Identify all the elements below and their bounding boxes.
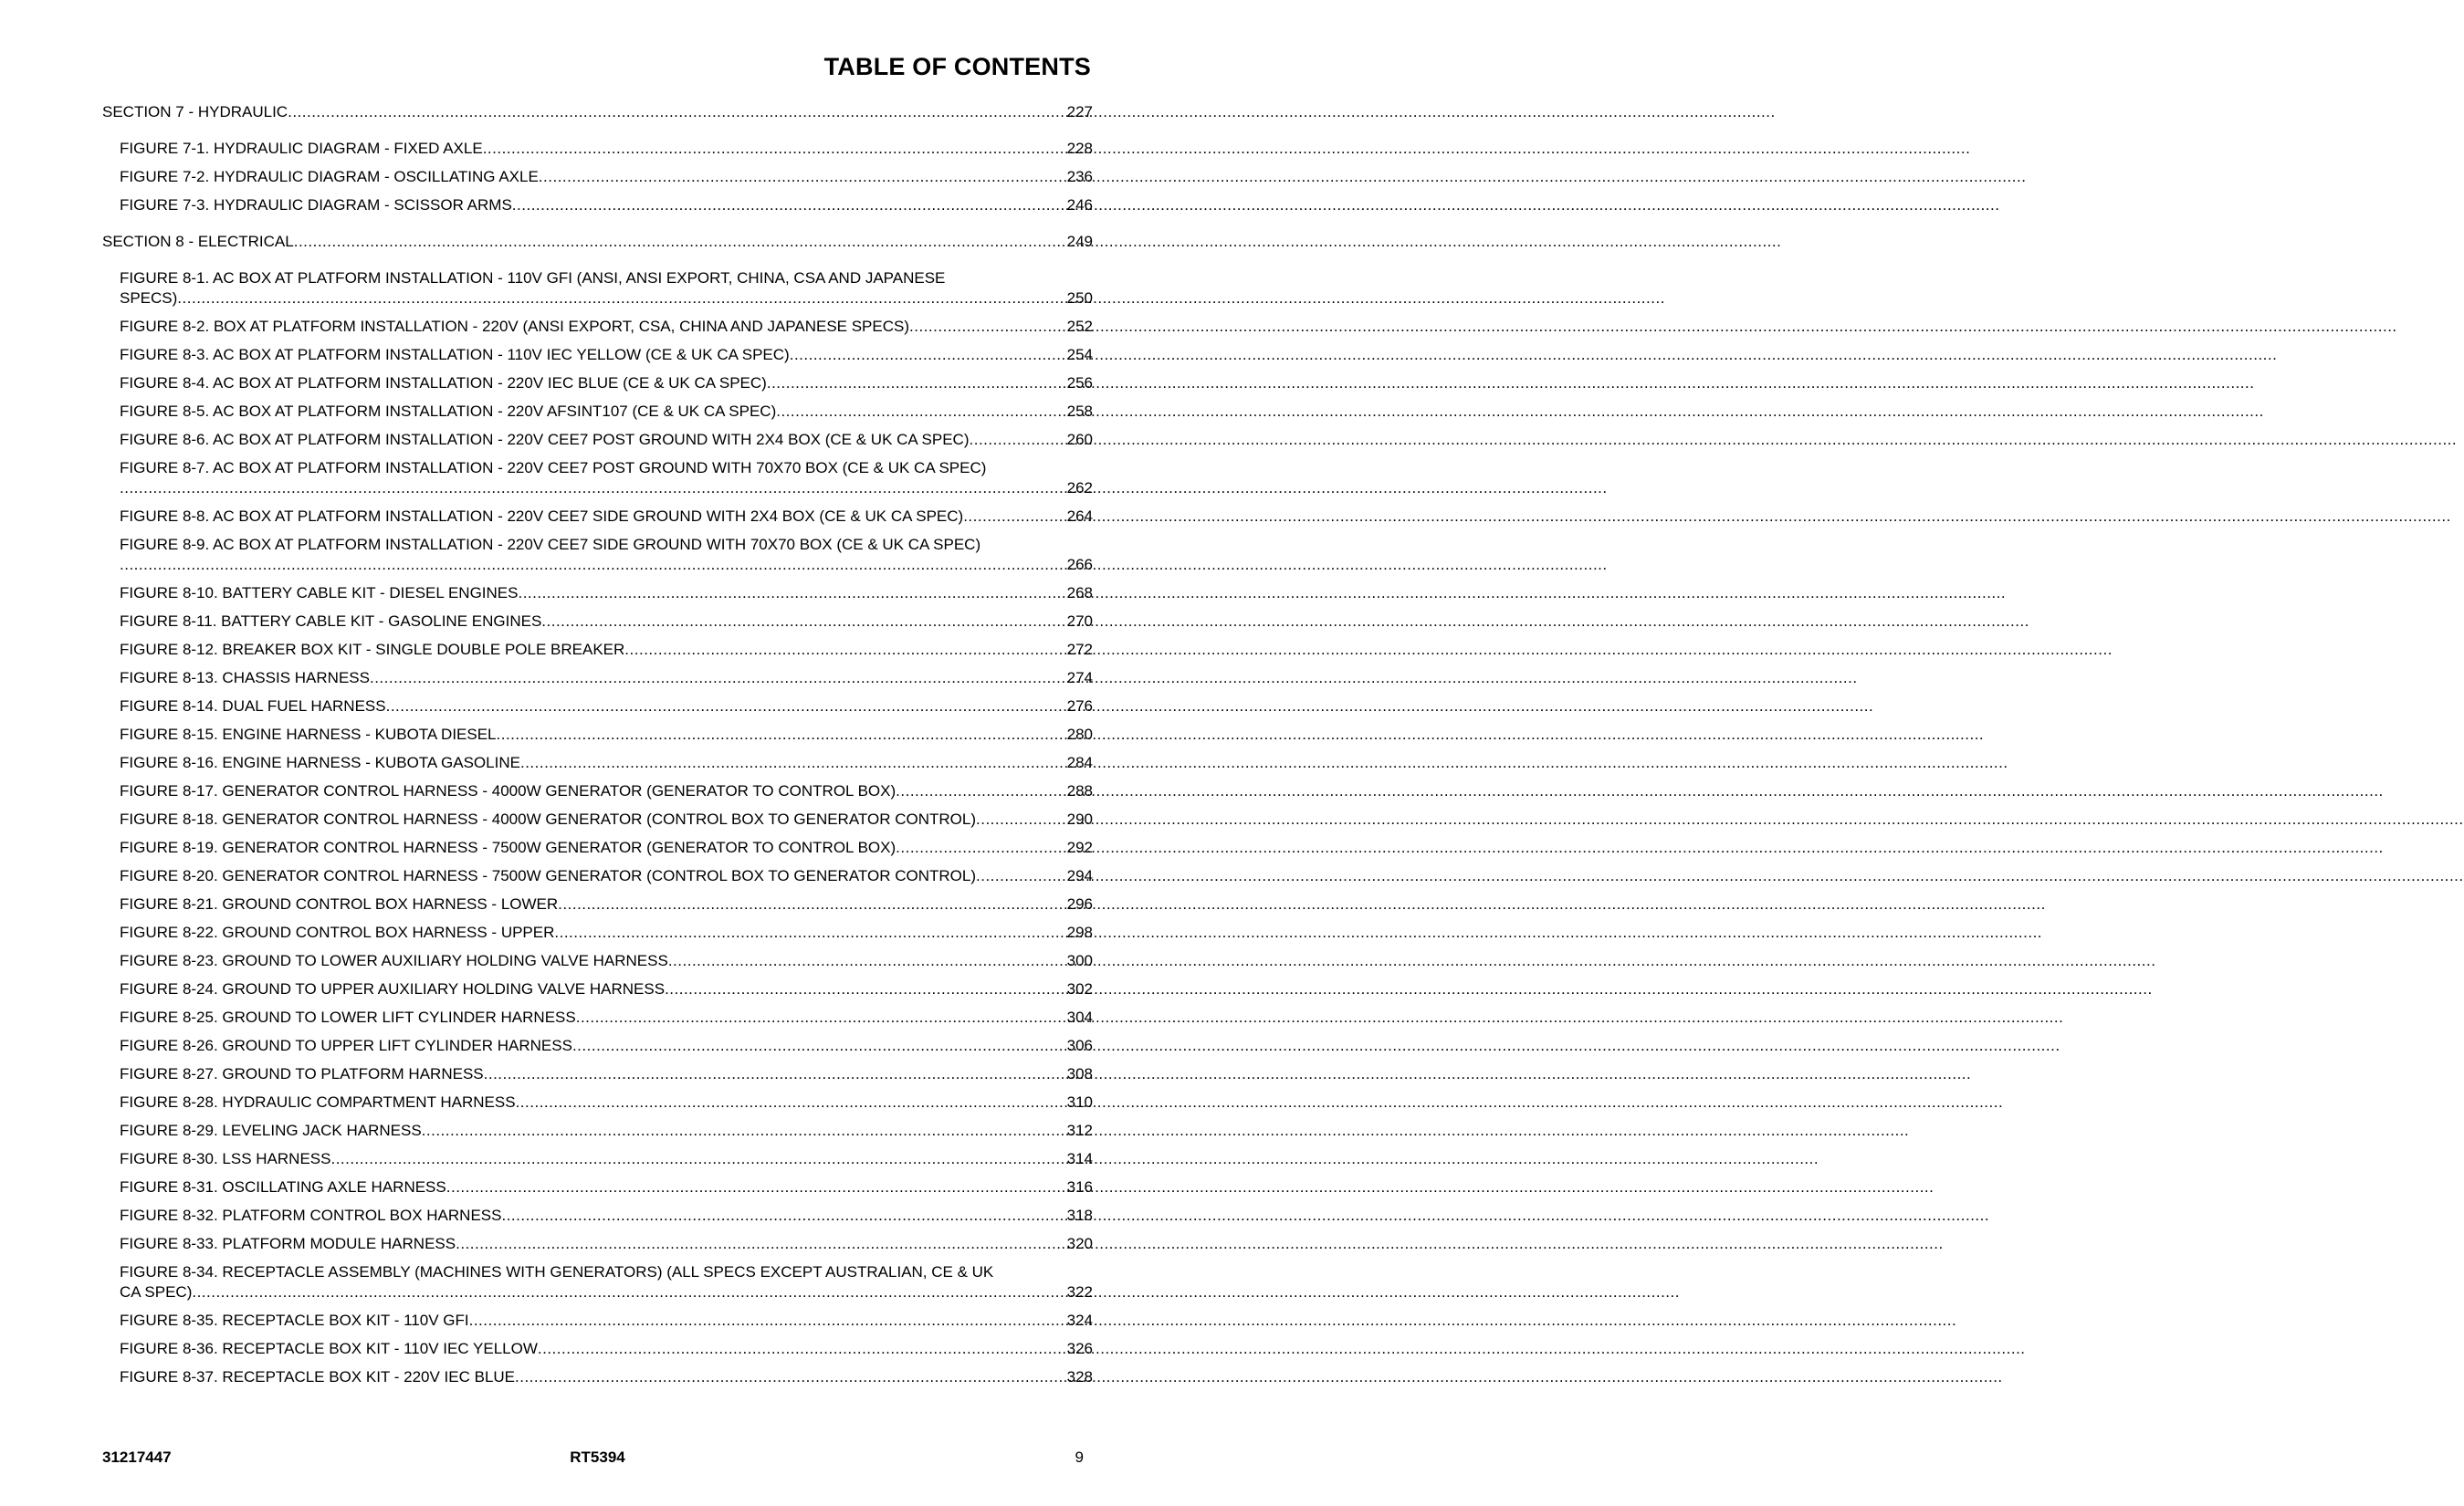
dot-leader bbox=[370, 668, 1065, 688]
table-of-contents bbox=[102, 102, 1093, 1396]
toc-entry-title: FIGURE 8-12. BREAKER BOX KIT - SINGLE DOUBLE POLE BREAKER bbox=[120, 641, 625, 658]
dot-leader bbox=[386, 696, 1065, 716]
toc-figure-entry[interactable] bbox=[102, 923, 1093, 943]
toc-entry-page: 310 bbox=[1066, 1093, 1093, 1111]
dot-leader bbox=[624, 640, 1064, 660]
toc-entry-title: FIGURE 8-34. RECEPTACLE ASSEMBLY (MACHINES WITH GENERATORS) (ALL SPECS EXCEPT AUSTRALIAN, CE & UK bbox=[120, 1263, 994, 1281]
toc-figure-entry[interactable] bbox=[102, 317, 1093, 337]
toc-entry-page: 272 bbox=[1066, 641, 1093, 658]
toc-figure-entry[interactable] bbox=[102, 195, 1093, 215]
toc-entry-title: FIGURE 8-15. ENGINE HARNESS - KUBOTA DIESEL bbox=[120, 726, 497, 743]
toc-entry-page: 306 bbox=[1066, 1037, 1093, 1054]
toc-entry-page: 250 bbox=[1066, 289, 1093, 307]
toc-figure-entry[interactable] bbox=[102, 725, 1093, 745]
toc-figure-entry[interactable] bbox=[102, 810, 1093, 830]
dot-leader bbox=[484, 1064, 1065, 1084]
toc-figure-entry[interactable] bbox=[102, 866, 1093, 886]
dot-leader bbox=[330, 1149, 1064, 1169]
toc-entry-title: FIGURE 8-7. AC BOX AT PLATFORM INSTALLATION - 220V CEE7 POST GROUND WITH 70X70 BOX (CE & UK CA SPEC) bbox=[120, 459, 987, 476]
toc-entry-page: 276 bbox=[1066, 697, 1093, 715]
dot-leader bbox=[558, 894, 1064, 915]
dot-leader bbox=[512, 195, 1065, 215]
toc-figure-entry[interactable] bbox=[102, 458, 1093, 498]
toc-entry-page: 322 bbox=[1066, 1283, 1093, 1301]
toc-figure-entry[interactable] bbox=[102, 1206, 1093, 1226]
toc-entry-page: 284 bbox=[1066, 754, 1093, 771]
toc-figure-entry[interactable] bbox=[102, 1149, 1093, 1169]
dot-leader bbox=[288, 102, 1065, 122]
toc-entry-title: FIGURE 8-30. LSS HARNESS bbox=[120, 1150, 331, 1167]
toc-entry-page: 264 bbox=[1066, 507, 1093, 525]
dot-leader bbox=[909, 317, 1065, 337]
toc-entry-title: FIGURE 8-20. GENERATOR CONTROL HARNESS - 7500W GENERATOR (CONTROL BOX TO GENERATOR CONTROL) bbox=[120, 867, 976, 884]
dot-leader bbox=[970, 430, 1065, 450]
toc-entry-page: 294 bbox=[1066, 867, 1093, 884]
toc-entry-title: SECTION 8 - ELECTRICAL bbox=[102, 233, 294, 250]
dot-leader bbox=[668, 951, 1065, 971]
toc-figure-entry[interactable] bbox=[102, 1036, 1093, 1056]
toc-entry-title-continued: SPECS) bbox=[120, 289, 178, 307]
toc-entry-title: FIGURE 8-13. CHASSIS HARNESS bbox=[120, 669, 370, 686]
toc-entry-page: 249 bbox=[1066, 233, 1093, 250]
toc-entry-title: FIGURE 7-1. HYDRAULIC DIAGRAM - FIXED AXLE bbox=[120, 140, 483, 157]
toc-entry-title: FIGURE 8-10. BATTERY CABLE KIT - DIESEL ENGINES bbox=[120, 584, 519, 601]
dot-leader bbox=[483, 139, 1065, 159]
toc-figure-entry[interactable] bbox=[102, 612, 1093, 632]
toc-entry-page: 270 bbox=[1066, 612, 1093, 630]
toc-entry-page: 312 bbox=[1066, 1122, 1093, 1139]
dot-leader bbox=[539, 167, 1065, 187]
dot-leader bbox=[516, 1093, 1065, 1113]
toc-entry-title: FIGURE 8-9. AC BOX AT PLATFORM INSTALLATION - 220V CEE7 SIDE GROUND WITH 70X70 BOX (CE & UK CA SPEC) bbox=[120, 536, 981, 553]
toc-entry-title: FIGURE 8-16. ENGINE HARNESS - KUBOTA GASOLINE bbox=[120, 754, 520, 771]
dot-leader bbox=[422, 1121, 1065, 1141]
toc-entry-page: 292 bbox=[1066, 839, 1093, 856]
toc-entry-title: FIGURE 8-33. PLATFORM MODULE HARNESS bbox=[120, 1235, 456, 1252]
toc-figure-entry[interactable] bbox=[102, 753, 1093, 773]
page-footer bbox=[102, 1448, 1093, 1470]
dot-leader bbox=[767, 373, 1065, 393]
toc-entry-title: FIGURE 8-22. GROUND CONTROL BOX HARNESS - UPPER bbox=[120, 924, 555, 941]
toc-entry-title: FIGURE 8-36. RECEPTACLE BOX KIT - 110V IEC YELLOW bbox=[120, 1340, 538, 1357]
toc-entry-title: FIGURE 8-2. BOX AT PLATFORM INSTALLATION - 220V (ANSI EXPORT, CSA, CHINA AND JAPANESE SPECS) bbox=[120, 318, 910, 335]
toc-entry-title: FIGURE 7-3. HYDRAULIC DIAGRAM - SCISSOR ARMS bbox=[120, 196, 512, 214]
toc-figure-entry[interactable] bbox=[102, 894, 1093, 915]
dot-leader bbox=[515, 1367, 1065, 1387]
dot-leader bbox=[896, 838, 1064, 858]
footer-page-number: 9 bbox=[1075, 1448, 1084, 1466]
toc-entry-title: SECTION 7 - HYDRAULIC bbox=[102, 103, 288, 120]
toc-entry-page: 280 bbox=[1066, 726, 1093, 743]
toc-entry-title: FIGURE 8-19. GENERATOR CONTROL HARNESS - 7500W GENERATOR (GENERATOR TO CONTROL BOX) bbox=[120, 839, 896, 856]
dot-leader bbox=[497, 725, 1065, 745]
toc-entry-title: FIGURE 8-35. RECEPTACLE BOX KIT - 110V GFI bbox=[120, 1312, 469, 1329]
toc-figure-entry[interactable] bbox=[102, 430, 1093, 450]
toc-figure-entry[interactable] bbox=[102, 1121, 1093, 1141]
toc-figure-entry[interactable] bbox=[102, 268, 1093, 309]
dot-leader bbox=[469, 1311, 1065, 1331]
toc-entry-page: 328 bbox=[1066, 1368, 1093, 1386]
toc-entry-title: FIGURE 7-2. HYDRAULIC DIAGRAM - OSCILLATING AXLE bbox=[120, 168, 539, 185]
dot-leader bbox=[501, 1206, 1064, 1226]
toc-entry-title: FIGURE 8-5. AC BOX AT PLATFORM INSTALLATION - 220V AFSINT107 (CE & UK CA SPEC) bbox=[120, 403, 777, 420]
toc-entry-page: 300 bbox=[1066, 952, 1093, 969]
toc-entry-page: 318 bbox=[1066, 1207, 1093, 1224]
footer-model: RT5394 bbox=[570, 1448, 625, 1466]
toc-figure-entry[interactable] bbox=[102, 1339, 1093, 1359]
dot-leader bbox=[976, 866, 1065, 886]
toc-entry-title: FIGURE 8-27. GROUND TO PLATFORM HARNESS bbox=[120, 1065, 484, 1082]
toc-entry-page: 252 bbox=[1066, 318, 1093, 335]
dot-leader bbox=[963, 507, 1064, 527]
toc-figure-entry[interactable] bbox=[102, 838, 1093, 858]
toc-figure-entry[interactable] bbox=[102, 668, 1093, 688]
dot-leader bbox=[665, 979, 1065, 999]
toc-entry-page: 288 bbox=[1066, 782, 1093, 800]
toc-entry-title: FIGURE 8-11. BATTERY CABLE KIT - GASOLINE ENGINES bbox=[120, 612, 542, 630]
toc-figure-entry[interactable] bbox=[102, 535, 1093, 575]
toc-entry-page: 246 bbox=[1066, 196, 1093, 214]
toc-figure-entry[interactable] bbox=[102, 1311, 1093, 1331]
toc-entry-page: 262 bbox=[1066, 479, 1093, 497]
toc-section-entry[interactable] bbox=[102, 102, 1093, 122]
toc-figure-entry[interactable] bbox=[102, 373, 1093, 393]
toc-entry-page: 266 bbox=[1066, 556, 1093, 573]
dot-leader bbox=[520, 753, 1065, 773]
dot-leader bbox=[177, 288, 1064, 309]
toc-entry-page: 228 bbox=[1066, 140, 1093, 157]
footer-doc-number: 31217447 bbox=[102, 1448, 172, 1466]
toc-figure-entry[interactable] bbox=[102, 1234, 1093, 1254]
toc-entry-page: 324 bbox=[1066, 1312, 1093, 1329]
toc-figure-entry[interactable] bbox=[102, 345, 1093, 365]
page-title: TABLE OF CONTENTS bbox=[823, 53, 1091, 80]
toc-entry-title: FIGURE 8-37. RECEPTACLE BOX KIT - 220V IEC BLUE bbox=[120, 1368, 516, 1386]
toc-entry-title: FIGURE 8-18. GENERATOR CONTROL HARNESS - 4000W GENERATOR (CONTROL BOX TO GENERATOR CONTROL) bbox=[120, 811, 976, 828]
toc-entry-title: FIGURE 8-24. GROUND TO UPPER AUXILIARY HOLDING VALVE HARNESS bbox=[120, 980, 666, 998]
toc-entry-page: 290 bbox=[1066, 811, 1093, 828]
toc-entry-title: FIGURE 8-21. GROUND CONTROL BOX HARNESS - LOWER bbox=[120, 895, 559, 913]
toc-figure-entry[interactable] bbox=[102, 1262, 1093, 1302]
toc-entry-page: 260 bbox=[1066, 431, 1093, 448]
toc-figure-entry[interactable] bbox=[102, 1177, 1093, 1197]
toc-entry-title: FIGURE 8-17. GENERATOR CONTROL HARNESS - 4000W GENERATOR (GENERATOR TO CONTROL BOX) bbox=[120, 782, 896, 800]
toc-entry-page: 298 bbox=[1066, 924, 1093, 941]
dot-leader bbox=[896, 781, 1064, 801]
toc-entry-title: FIGURE 8-32. PLATFORM CONTROL BOX HARNESS bbox=[120, 1207, 502, 1224]
dot-leader bbox=[576, 1008, 1065, 1028]
toc-entry-page: 236 bbox=[1066, 168, 1093, 185]
toc-entry-title: FIGURE 8-23. GROUND TO LOWER AUXILIARY HOLDING VALVE HARNESS bbox=[120, 952, 668, 969]
toc-entry-title: FIGURE 8-29. LEVELING JACK HARNESS bbox=[120, 1122, 422, 1139]
toc-entry-page: 314 bbox=[1066, 1150, 1093, 1167]
toc-entry-page: 268 bbox=[1066, 584, 1093, 601]
toc-entry-title-continued: CA SPEC) bbox=[120, 1283, 193, 1301]
toc-figure-entry[interactable] bbox=[102, 979, 1093, 999]
dot-leader bbox=[120, 555, 1065, 575]
dot-leader bbox=[538, 1339, 1065, 1359]
toc-entry-title: FIGURE 8-1. AC BOX AT PLATFORM INSTALLATION - 110V GFI (ANSI, ANSI EXPORT, CHINA, CSA AND JAPANESE bbox=[120, 269, 946, 287]
toc-entry-title: FIGURE 8-3. AC BOX AT PLATFORM INSTALLATION - 110V IEC YELLOW (CE & UK CA SPEC) bbox=[120, 346, 790, 363]
toc-figure-entry[interactable] bbox=[102, 1064, 1093, 1084]
dot-leader bbox=[120, 478, 1065, 498]
toc-figure-entry[interactable] bbox=[102, 781, 1093, 801]
dot-leader bbox=[554, 923, 1064, 943]
toc-entry-page: 308 bbox=[1066, 1065, 1093, 1082]
toc-entry-page: 254 bbox=[1066, 346, 1093, 363]
dot-leader bbox=[446, 1177, 1065, 1197]
toc-entry-title: FIGURE 8-4. AC BOX AT PLATFORM INSTALLATION - 220V IEC BLUE (CE & UK CA SPEC) bbox=[120, 374, 767, 392]
toc-figure-entry[interactable] bbox=[102, 507, 1093, 527]
dot-leader bbox=[790, 345, 1065, 365]
toc-entry-page: 304 bbox=[1066, 1009, 1093, 1026]
toc-entry-page: 326 bbox=[1066, 1340, 1093, 1357]
toc-entry-title: FIGURE 8-26. GROUND TO UPPER LIFT CYLINDER HARNESS bbox=[120, 1037, 572, 1054]
dot-leader bbox=[541, 612, 1064, 632]
toc-entry-page: 256 bbox=[1066, 374, 1093, 392]
toc-figure-entry[interactable] bbox=[102, 402, 1093, 422]
dot-leader bbox=[294, 232, 1065, 252]
toc-figure-entry[interactable] bbox=[102, 1008, 1093, 1028]
dot-leader bbox=[192, 1282, 1064, 1302]
toc-entry-page: 316 bbox=[1066, 1178, 1093, 1196]
dot-leader bbox=[572, 1036, 1065, 1056]
toc-entry-title: FIGURE 8-31. OSCILLATING AXLE HARNESS bbox=[120, 1178, 446, 1196]
toc-figure-entry[interactable] bbox=[102, 1367, 1093, 1387]
dot-leader bbox=[456, 1234, 1065, 1254]
toc-entry-page: 302 bbox=[1066, 980, 1093, 998]
toc-entry-title: FIGURE 8-28. HYDRAULIC COMPARTMENT HARNESS bbox=[120, 1093, 516, 1111]
dot-leader bbox=[518, 583, 1064, 603]
toc-entry-page: 296 bbox=[1066, 895, 1093, 913]
toc-entry-page: 274 bbox=[1066, 669, 1093, 686]
toc-figure-entry[interactable] bbox=[102, 139, 1093, 159]
dot-leader bbox=[776, 402, 1064, 422]
toc-entry-title: FIGURE 8-14. DUAL FUEL HARNESS bbox=[120, 697, 386, 715]
toc-figure-entry[interactable] bbox=[102, 640, 1093, 660]
toc-figure-entry[interactable] bbox=[102, 951, 1093, 971]
toc-figure-entry[interactable] bbox=[102, 167, 1093, 187]
dot-leader bbox=[976, 810, 1065, 830]
toc-entry-page: 320 bbox=[1066, 1235, 1093, 1252]
toc-figure-entry[interactable] bbox=[102, 1093, 1093, 1113]
toc-figure-entry[interactable] bbox=[102, 696, 1093, 716]
toc-entry-title: FIGURE 8-25. GROUND TO LOWER LIFT CYLINDER HARNESS bbox=[120, 1009, 576, 1026]
toc-section-entry[interactable] bbox=[102, 232, 1093, 252]
toc-figure-entry[interactable] bbox=[102, 583, 1093, 603]
toc-entry-title: FIGURE 8-8. AC BOX AT PLATFORM INSTALLATION - 220V CEE7 SIDE GROUND WITH 2X4 BOX (CE & UK CA SPEC) bbox=[120, 507, 964, 525]
toc-entry-title: FIGURE 8-6. AC BOX AT PLATFORM INSTALLATION - 220V CEE7 POST GROUND WITH 2X4 BOX (CE & UK CA SPEC) bbox=[120, 431, 970, 448]
toc-entry-page: 227 bbox=[1066, 103, 1093, 120]
toc-entry-page: 258 bbox=[1066, 403, 1093, 420]
